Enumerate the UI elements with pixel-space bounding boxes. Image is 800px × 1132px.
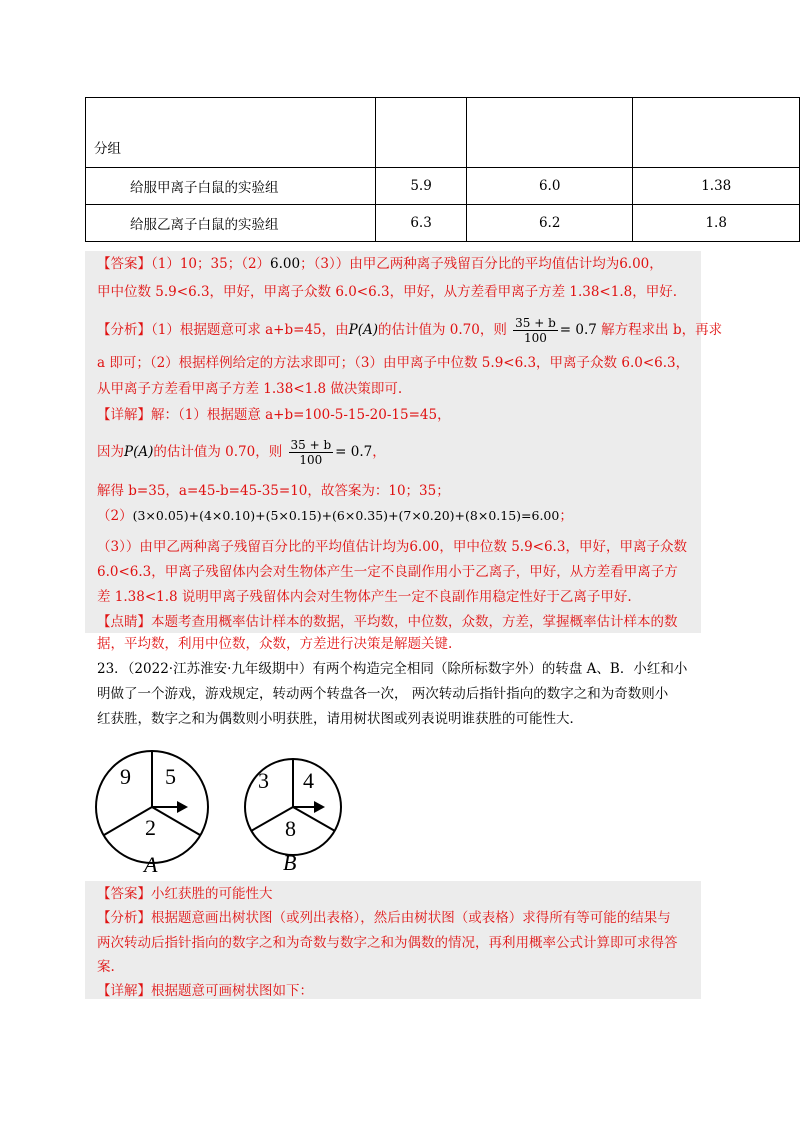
table-cell: 6.2 [466,205,633,242]
q23-answer-line: 【答案】小红获胜的可能性大 [97,886,273,902]
spinner-b-number: 4 [303,768,314,793]
spinner-a [96,751,208,863]
q22-analysis-line-2: a 即可；（2）根据样例给定的方法求即可；（3）由甲离子中位数 5.9<6.3，甲离子众数 6.0<6.3， [97,355,690,371]
spinner-a-label: A [144,852,158,877]
q22-comment-line-1: 【点睛】本题考查用概率估计样本的数据，平均数，中位数，众数，方差，掌握概率估计样本的数 [97,614,678,630]
table-cell: 给服乙离子白鼠的实验组 [86,205,376,242]
spinner-a-number: 2 [145,815,156,840]
answer-tag: 【答案】 [97,886,151,902]
answer-tag: 【答案】 [97,256,151,272]
spinner-a-number: 9 [120,764,131,789]
q23-analysis-line-3: 案. [97,959,115,975]
table-row [86,168,800,205]
table-header-cell: 分组 [86,98,376,168]
spinner-figure [85,735,345,885]
table-cell: 6.3 [376,205,467,242]
spinner-b-label: B [283,850,297,875]
analysis-tag: 【分析】 [97,322,151,338]
fraction: $\frac{35 + b}{100}$ [290,438,332,467]
q23-analysis-line-1: 【分析】根据题意画出树状图（或列出表格），然后由树状图（或表格）求得所有等可能的结果与 [97,910,671,926]
q22-detail-line-1: 【详解】解：（1）根据题意 a+b=100-5-15-20-15=45， [97,407,451,423]
q23-question-line-1: 23．（2022·江苏淮安·九年级期中）有两个构造完全相同（除所标数字外）的转盘 A、B．小红和小 [97,661,688,677]
q22-analysis-line-3: 从甲离子方差看甲离子方差 1.38<1.8 做决策即可. [97,381,403,397]
table-header-cell [633,98,800,168]
table-cell: 1.8 [633,205,800,242]
q22-detail-line-5: （3））由甲乙两种离子残留百分比的平均值估计均为6.00，甲中位数 5.9<6.3，甲好，甲离子众数 [97,539,687,555]
fraction: $\frac{35 + b}{100}$ [515,316,556,345]
q22-detail-line-4: （2）(3×0.05)+(4×0.10)+(5×0.15)+(6×0.35)+(7×0.20)+(8×0.15)=6.00； [97,508,573,524]
detail-tag: 【详解】 [97,983,151,999]
comment-tag: 【点睛】 [97,614,151,630]
table-header-cell [466,98,633,168]
q22-detail-line-6: 6.0<6.3，甲离子残留体内会对生物体产生一定不良副作用小于乙离子，甲好，从方差看甲离子方 [97,564,678,580]
arrow-icon [314,801,325,813]
table-row [86,205,800,242]
q23-analysis-line-2: 两次转动后指针指向的数字之和为奇数与数字之和为偶数的情况，再利用概率公式计算即可求得答 [97,935,678,951]
formula: (3×0.05)+(4×0.10)+(5×0.15)+(6×0.35)+(7×0.20)+(8×0.15)=6.00 [132,508,560,523]
q22-answer-line-1: 【答案】（1）10；35；（2）6.00；（3））由甲乙两种离子残留百分比的平均值估计均为6.00， [97,256,663,272]
detail-tag: 【详解】 [97,407,151,423]
data-table [85,97,800,242]
table-cell: 给服甲离子白鼠的实验组 [86,168,376,205]
table-header-cell [376,98,467,168]
q23-question-line-3: 红获胜，数字之和为偶数则小明获胜，请用树状图或列表说明谁获胜的可能性大． [97,711,583,727]
table-header-row [86,98,800,168]
q22-comment-line-2: 据，平均数，利用中位数，众数，方差进行决策是解题关键. [97,636,453,652]
table-cell: 1.38 [633,168,800,205]
arrow-icon [177,801,188,813]
table-cell: 5.9 [376,168,467,205]
spinner-b-number: 3 [258,768,269,793]
q23-question-line-2: 明做了一个游戏，游戏规定，转动两个转盘各一次， 两次转动后指针指向的数字之和为奇数则小 [97,686,669,702]
q22-detail-line-3: 解得 b=35，a=45-b=45-35=10，故答案为：10；35； [97,483,450,499]
q22-detail-line-2: 因为P(A)的估计值为 0.70，则 $\frac{35 + b}{100}$ = 0.7， [97,438,386,467]
q22-analysis-line-1: 【分析】（1）根据题意可求 a+b=45，由P(A)的估计值为 0.70，则 $\frac{35 + b}{100}$ = 0.7 解方程求出 b，再求 [97,316,723,345]
q23-detail-line: 【详解】根据题意可画树状图如下： [97,983,313,999]
q22-answer-line-2: 甲中位数 5.9<6.3，甲好，甲离子众数 6.0<6.3，甲好，从方差看甲离子方差 1.38<1.8，甲好. [97,284,678,300]
table-cell: 6.0 [466,168,633,205]
q22-detail-line-7: 差 1.38<1.8 说明甲离子残留体内会对生物体产生一定不良副作用稳定性好于乙离子甲好. [97,589,632,605]
analysis-tag: 【分析】 [97,910,151,926]
spinner-b-number: 8 [285,816,296,841]
spinner-a-number: 5 [165,764,176,789]
